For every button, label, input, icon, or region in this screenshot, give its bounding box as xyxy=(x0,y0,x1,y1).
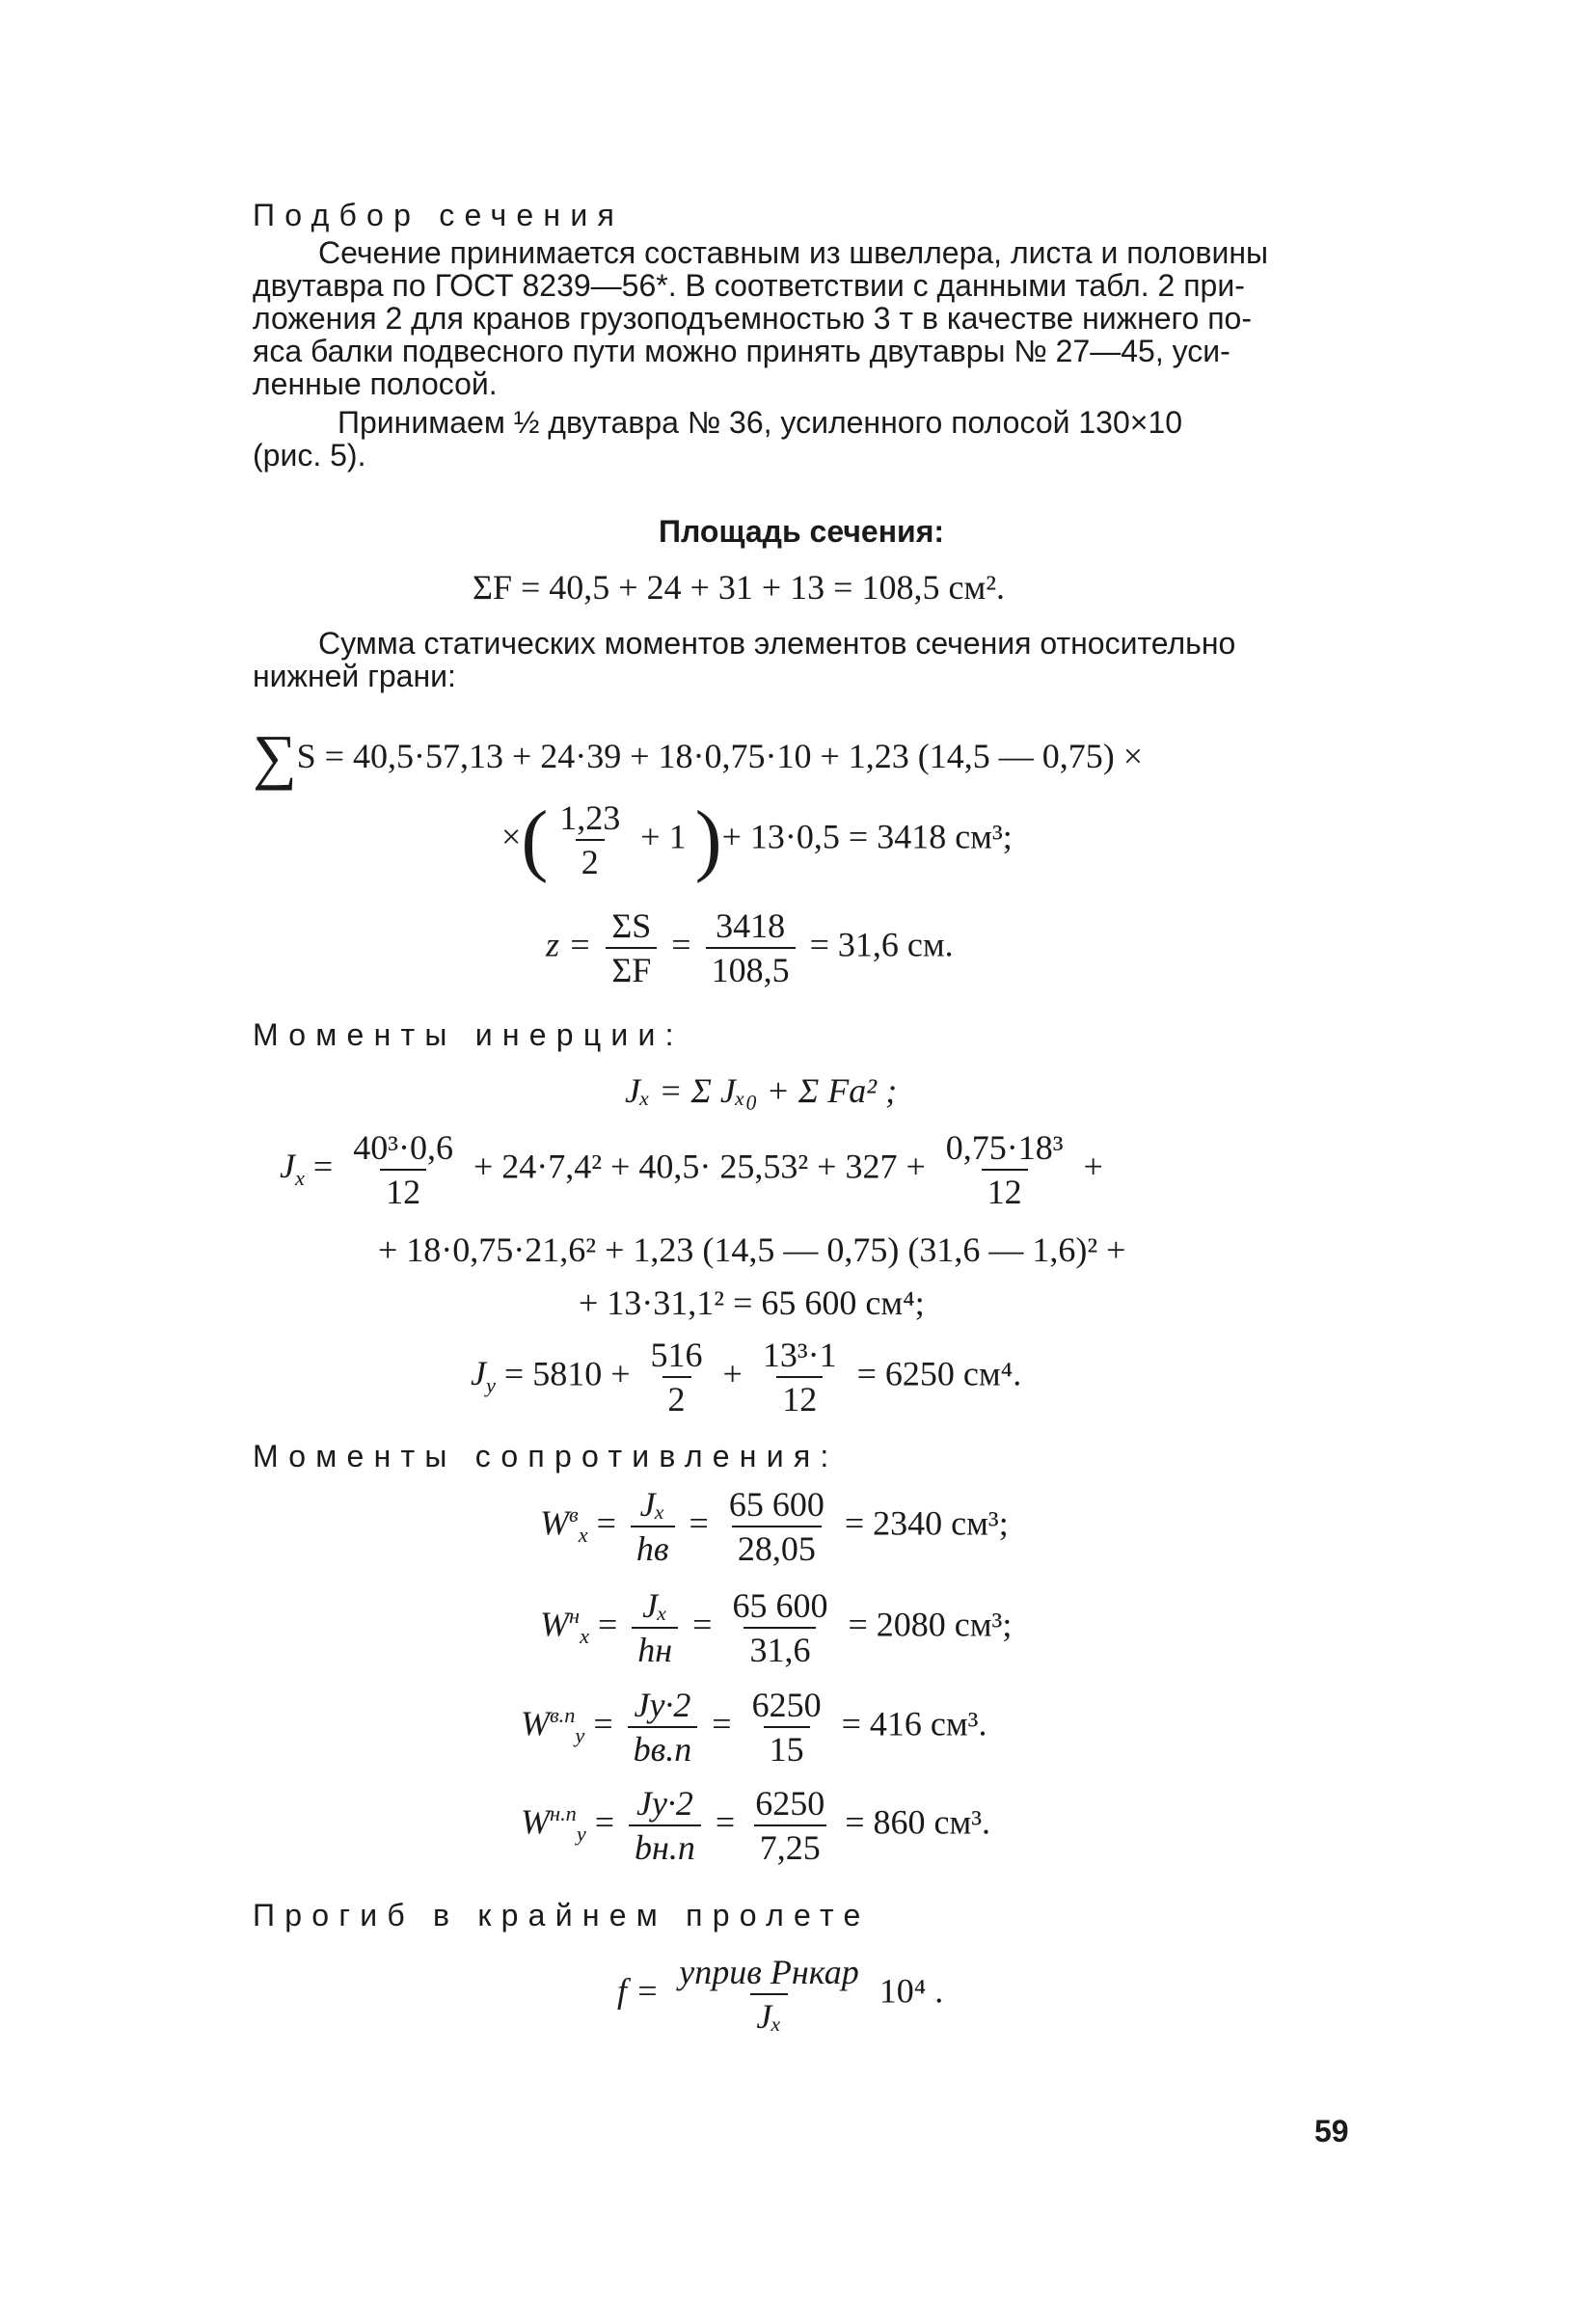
fraction-sum-s-over-sum-f: $\frac{\Sigma S}{\Sigma F}$ xyxy=(606,906,657,989)
equation-sum-s-line1: ∑S = 40,5·57,13 + 24·39 + 18·0,75·10 + 1,23 (14,5 — 0,75) × xyxy=(253,722,1144,791)
heading-deflection: Прогиб в крайнем пролете xyxy=(253,1898,871,1932)
fraction-1-23-over-2: $\frac{1,23}{2}$ xyxy=(559,798,621,881)
equation-jx-line1: $J_x$ = $\frac{\text{40³·0,6}}{12}$ + 24·7,4² + 40,5· 25,53² + 327 + $\frac{\text{0,75·18³}}{12}$ + xyxy=(280,1128,1103,1211)
fraction-3418-over-108-5: $\frac{3418}{108,5}$ xyxy=(706,906,796,989)
para3-line2: нижней грани: xyxy=(253,659,456,693)
sigma-symbol: ∑ xyxy=(253,722,297,791)
equation-area: ΣF = 40,5 + 24 + 31 + 13 = 108,5 см². xyxy=(473,568,1006,607)
heading-section-moduli: Моменты сопротивления: xyxy=(253,1439,839,1473)
equation-jy: $J_y = 5810$ + $\frac{516}{2}$ + $\frac{\text{13³·1}}{12}$ = 6250 см⁴. xyxy=(471,1336,1022,1419)
heading-moments-of-inertia: Моменты инерции: xyxy=(253,1017,684,1052)
para1-line3: ложения 2 для кранов грузоподъемностью 3 т в качестве нижнего по- xyxy=(253,301,1252,336)
para1-line2: двутавра по ГОСТ 8239—56*. В соответствии с данными табл. 2 при- xyxy=(253,268,1245,303)
equation-w-x-top: $W^в_x$ = $\frac{\text{Jₓ}}{hв}$ = $\frac{65 600}{28,05}$ = 2340 см³; xyxy=(540,1485,1009,1568)
equation-jx-general: Jₓ = Σ Jₓ₀ + Σ Fa² ; xyxy=(625,1071,898,1110)
heading-section-selection: Подбор сечения xyxy=(253,198,625,232)
equation-sum-s-line2: ×( $\frac{1,23}{2}$ + 1 )+ 13·0,5 = 3418 см³; xyxy=(501,795,1013,884)
equation-w-y-top-flange: $W^{в.п}_y$ = $\frac{Jy\cdot 2}{bв.п}$ = $\frac{6250}{15}$ = 416 см³. xyxy=(521,1686,987,1769)
para1-line5: ленные полосой. xyxy=(253,366,498,401)
equation-z: z = $\frac{\Sigma S}{\Sigma F}$ = $\frac{3418}{108,5}$ = 31,6 см. xyxy=(546,906,954,989)
fraction-deflection: $\frac{\text{yприв Pнкар}}{\text{Jₓ}}$ xyxy=(679,1953,859,2036)
heading-area: Площадь сечения: xyxy=(659,514,945,549)
page-number: 59 xyxy=(1314,2114,1349,2148)
para1-line1: Сечение принимается составным из швеллера, листа и половины xyxy=(318,235,1269,270)
equation-w-x-bottom: $W^н_x$ = $\frac{\text{Jₓ}}{hн}$ = $\frac{65 600}{31,6}$ = 2080 см³; xyxy=(540,1586,1013,1669)
equation-jx-line3: + 13·31,1² = 65 600 см⁴; xyxy=(579,1284,925,1322)
fraction-40-cubed-over-12: $\frac{\text{40³·0,6}}{12}$ xyxy=(353,1128,453,1211)
para1-line4: яса балки подвесного пути можно принять двутавры № 27—45, уси- xyxy=(253,334,1230,368)
fraction-0-75-times-18-cubed-over-12: $\frac{\text{0,75·18³}}{12}$ xyxy=(945,1128,1064,1211)
equation-w-y-bottom-flange: $W^{н.п}_y$ = $\frac{Jy\cdot 2}{bн.п}$ = $\frac{6250}{7,25}$ = 860 см³. xyxy=(521,1784,991,1867)
para2-line2: (рис. 5). xyxy=(253,438,366,473)
equation-deflection: f = $\frac{\text{yприв Pнкар}}{\text{Jₓ}}$ 10⁴ . xyxy=(617,1953,944,2036)
para3-line1: Сумма статических моментов элементов сечения относительно xyxy=(318,626,1236,661)
equation-jx-line2: + 18·0,75·21,6² + 1,23 (14,5 — 0,75) (31,6 — 1,6)² + xyxy=(378,1230,1126,1269)
fraction-516-over-2: $\frac{516}{2}$ xyxy=(650,1336,703,1419)
fraction-13-cubed-over-12: $\frac{\text{13³·1}}{12}$ xyxy=(762,1336,837,1419)
para2-line1: Принимаем ½ двутавра № 36, усиленного полосой 130×10 xyxy=(338,405,1183,440)
